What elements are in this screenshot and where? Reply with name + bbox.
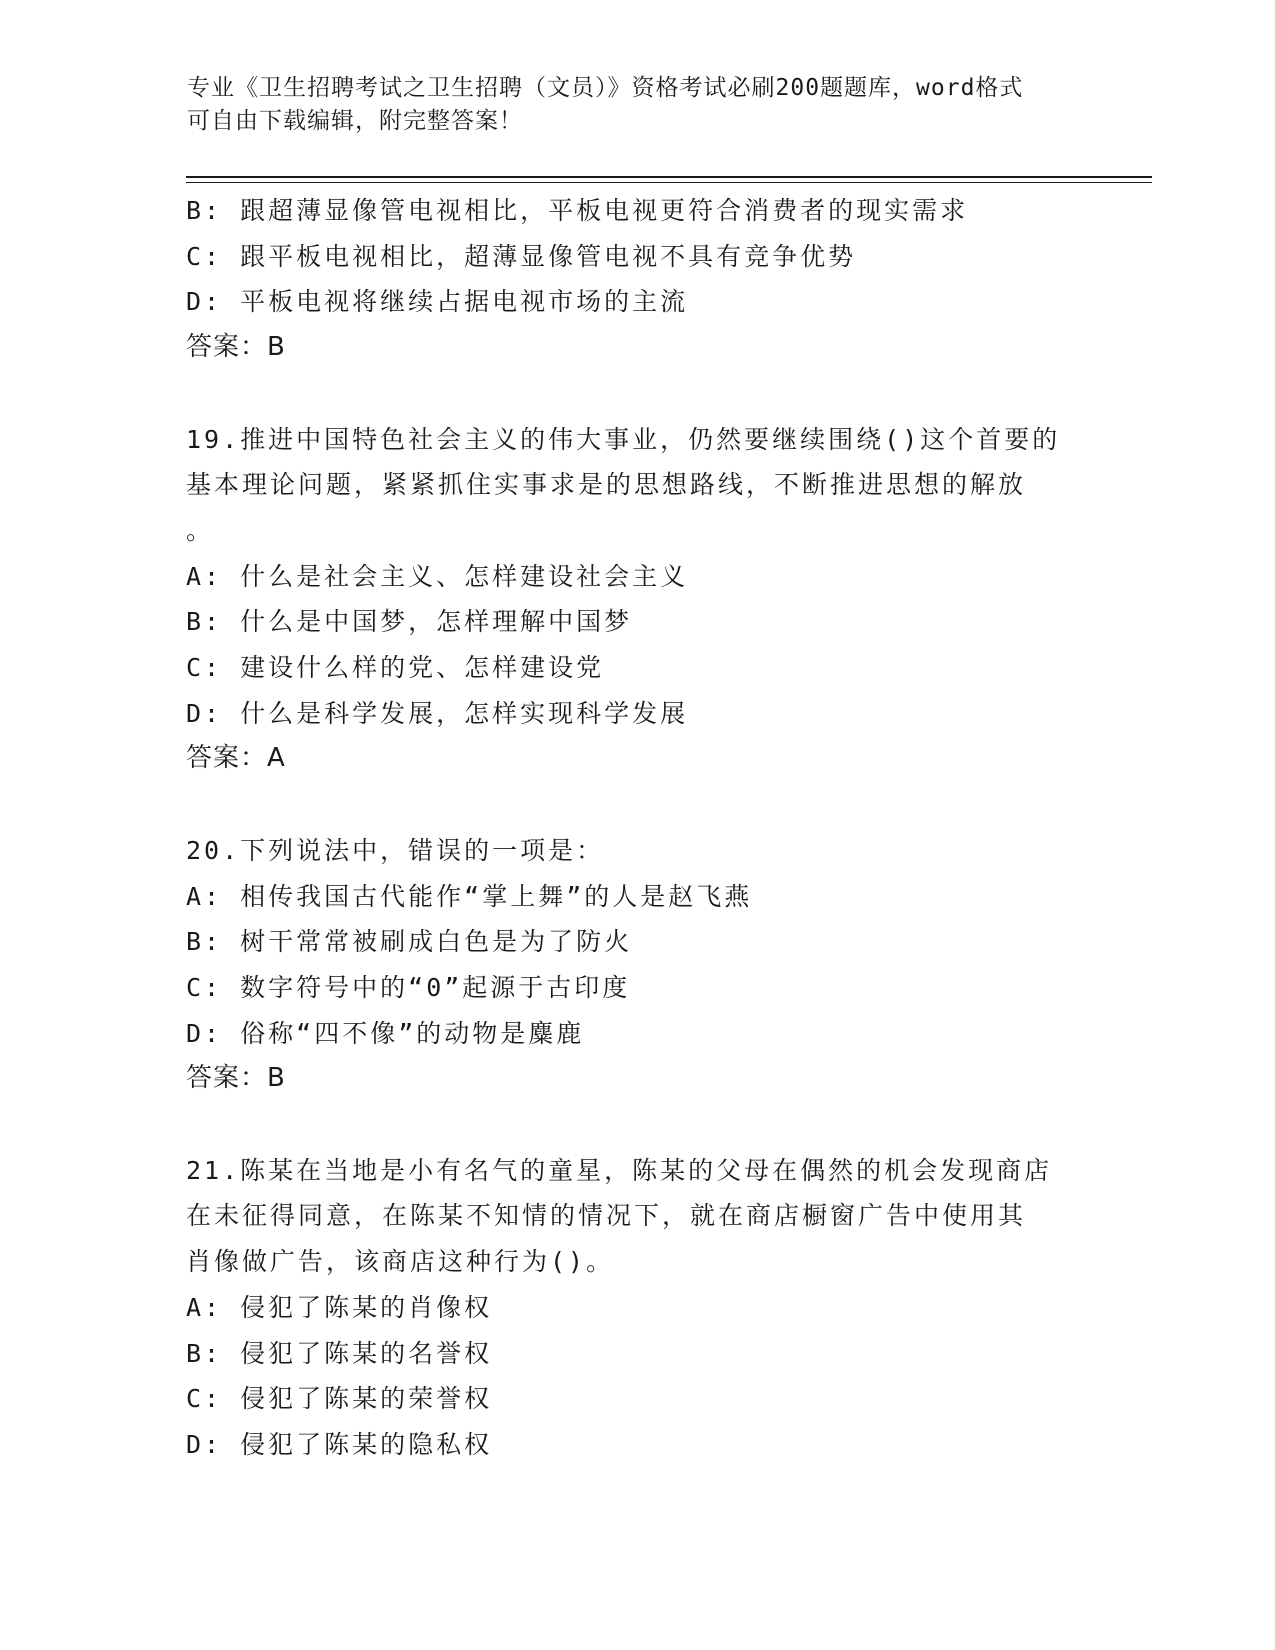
stem-line: 基本理论问题，紧紧抓住实事求是的思想路线，不断推进思想的解放 — [186, 470, 1027, 500]
stem-line: 肖像做广告，该商店这种行为()。 — [186, 1247, 615, 1277]
question-stem — [186, 828, 1086, 874]
question-list — [186, 188, 1086, 1468]
question-19 — [186, 417, 1086, 783]
option-a: A: 什么是社会主义、怎样建设社会主义 — [186, 561, 689, 591]
option-b: B: 侵犯了陈某的名誉权 — [186, 1338, 493, 1368]
option-d: D: 俗称“四不像”的动物是麋鹿 — [186, 1018, 585, 1048]
header-divider-thin — [186, 182, 1152, 183]
header-title-line-2: 可自由下载编辑，附完整答案！ — [187, 108, 523, 134]
answer-label: 答案：B — [186, 332, 286, 363]
option-d: D: 平板电视将继续占据电视市场的主流 — [186, 287, 689, 317]
spacer — [186, 782, 1086, 828]
answer-label: 答案：A — [186, 743, 286, 774]
question-stem — [186, 417, 1086, 554]
option-c: C: 建设什么样的党、怎样建设党 — [186, 653, 605, 683]
spacer — [186, 371, 1086, 417]
stem-line: 19.推进中国特色社会主义的伟大事业，仍然要继续围绕()这个首要的 — [186, 424, 1061, 454]
stem-line: 。 — [186, 515, 215, 545]
question-18-tail — [186, 188, 1086, 371]
stem-line: 在未征得同意，在陈某不知情的情况下，就在商店橱窗广告中使用其 — [186, 1201, 1027, 1231]
option-c: C: 数字符号中的“0”起源于古印度 — [186, 972, 631, 1002]
answer-label: 答案：B — [186, 1063, 286, 1094]
question-stem — [186, 1148, 1086, 1285]
stem-line: 20.下列说法中，错误的一项是： — [186, 835, 605, 865]
option-b: B: 什么是中国梦，怎样理解中国梦 — [186, 607, 633, 637]
option-c: C: 跟平板电视相比，超薄显像管电视不具有竞争优势 — [186, 241, 857, 271]
option-b: B: 跟超薄显像管电视相比，平板电视更符合消费者的现实需求 — [186, 196, 969, 225]
question-20 — [186, 828, 1086, 1102]
option-a: A: 相传我国古代能作“掌上舞”的人是赵飞燕 — [186, 881, 753, 911]
spacer — [186, 1102, 1086, 1148]
stem-line: 21.陈某在当地是小有名气的童星，陈某的父母在偶然的机会发现商店 — [186, 1155, 1053, 1185]
header-title-line-1: 专业《卫生招聘考试之卫生招聘（文员）》资格考试必刷200题题库，word格式 — [187, 75, 1024, 101]
option-d: D: 侵犯了陈某的隐私权 — [186, 1429, 493, 1459]
option-c: C: 侵犯了陈某的荣誉权 — [186, 1384, 493, 1414]
option-b: B: 树干常常被刷成白色是为了防火 — [186, 927, 633, 957]
option-d: D: 什么是科学发展，怎样实现科学发展 — [186, 698, 689, 728]
header-divider-thick — [186, 176, 1152, 178]
option-a: A: 侵犯了陈某的肖像权 — [186, 1292, 493, 1322]
question-21 — [186, 1148, 1086, 1468]
document-header — [187, 72, 1087, 138]
